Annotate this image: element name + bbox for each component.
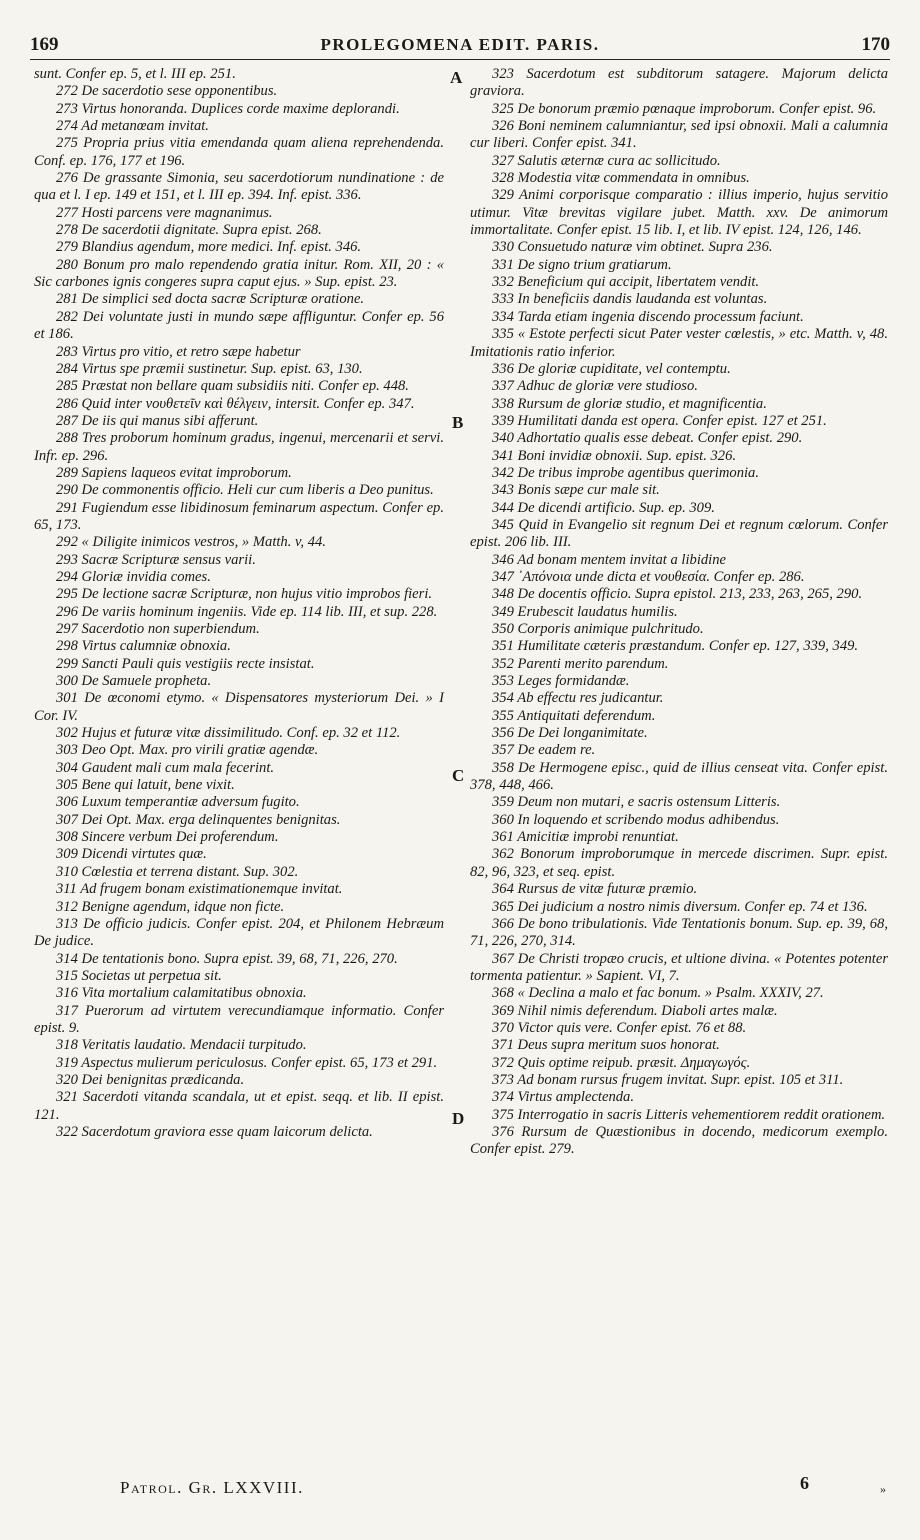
index-entry: 372 Quis optime reipub. præsit. Δημαγωγός. <box>492 1054 751 1071</box>
index-entry: 322 Sacerdotum graviora esse quam laicorum delicta. <box>56 1123 373 1140</box>
footer-mark: » <box>880 1482 886 1496</box>
index-entry: 273 Virtus honoranda. Duplices corde maxime deplorandi. <box>56 100 400 117</box>
index-entry: 358 De Hermogene episc., quid de illius censeat vita. Confer epist. 378, 448, 466. <box>470 759 888 794</box>
index-entry: 307 Dei Opt. Max. erga delinquentes benignitas. <box>56 811 341 828</box>
index-entry: 318 Veritatis laudatio. Mendacii turpitudo. <box>56 1037 307 1054</box>
index-entry: 276 De grassante Simonia, seu sacerdotiorum nundinatione : de qua et l. I ep. 149 et 151, et l. III ep. 394. Inf. epist. 336. <box>34 170 444 204</box>
index-entry: 344 De dicendi artificio. Sup. ep. 309. <box>492 499 715 516</box>
index-entry: 367 De Christi tropæo crucis, et ultione divina. « Potentes potenter tormenta patientur. » Sapient. VI, 7. <box>470 950 888 984</box>
index-entry: 366 De bono tribulationis. Vide Tentationis bonum. Sup. ep. 39, 68, 71, 226, 270, 314. <box>470 915 888 950</box>
index-entry: 369 Nihil nimis deferendum. Diaboli artes malæ. <box>492 1002 778 1019</box>
index-entry: 277 Hosti parcens vere magnanimus. <box>56 204 273 221</box>
index-entry: 376 Rursum de Quæstionibus in docendo, medicorum exemplo. Confer epist. 279. <box>470 1123 888 1158</box>
index-entry: 320 Dei benignitas prædicanda. <box>56 1071 245 1088</box>
index-entry: 350 Corporis animique pulchritudo. <box>492 621 704 637</box>
index-entry: 275 Propria prius vitia emendanda quam aliena reprehendenda. Conf. ep. 176, 177 et 196. <box>34 135 444 169</box>
index-entry: 347 ᾿Απόνοια unde dicta et νουθεσία. Confer ep. 286. <box>492 568 805 585</box>
index-entry: 287 De iis qui manus sibi afferunt. <box>56 412 259 429</box>
index-entry: 348 De docentis officio. Supra epistol. 213, 233, 263, 265, 290. <box>492 586 863 603</box>
left-column <box>34 66 444 1141</box>
index-entry: 303 Deo Opt. Max. pro virili gratiæ agendæ. <box>56 742 319 759</box>
index-entry: 294 Gloriæ invidia comes. <box>56 568 211 585</box>
index-entry: 360 In loquendo et scribendo modus adhibendus. <box>492 811 780 828</box>
index-entry: 317 Puerorum ad virtutem verecundiamque informatio. Confer epist. 9. <box>34 1002 444 1036</box>
index-entry: 329 Animi corporisque comparatio : illius imperio, hujus servitio utimur. Vitæ brevitas vigilare jubet. Matth. xxv. De animorum immortalitate. Confer epist. 15 lib. I, et lib. IV epist. 124, 126, 146. <box>470 187 888 239</box>
running-header <box>30 34 890 60</box>
index-entry: 315 Societas ut perpetua sit. <box>56 967 222 984</box>
index-entry: 314 De tentationis bono. Supra epist. 39, 68, 71, 226, 270. <box>56 950 398 967</box>
right-column <box>470 66 888 1159</box>
index-entry: 354 Ab effectu res judicantur. <box>492 690 664 707</box>
index-entry: 364 Rursus de vitæ futuræ præmio. <box>492 881 698 898</box>
index-entry: 365 Dei judicium a nostro nimis diversum. Confer ep. 74 et 136. <box>492 898 868 915</box>
index-entry: 291 Fugiendum esse libidinosum feminarum aspectum. Confer ep. 65, 173. <box>34 499 444 533</box>
index-entry: 330 Consuetudo naturæ vim obtinet. Supra 236. <box>492 239 773 256</box>
section-marker-d: D <box>452 1109 465 1128</box>
index-entry: 371 Deus supra meritum suos honorat. <box>492 1037 720 1054</box>
footer-signature: 6 <box>800 1473 809 1493</box>
index-entry: 272 De sacerdotio sese opponentibus. <box>56 83 278 100</box>
index-entry: 311 Ad frugem bonam existimationemque invitat. <box>56 881 343 898</box>
index-entry: 339 Humilitati danda est opera. Confer epist. 127 et 251. <box>492 412 827 429</box>
index-entry: 313 De officio judicis. Confer epist. 204, et Philonem Hebræum De judice. <box>34 915 444 950</box>
index-entry: 280 Bonum pro malo rependendo gratia initur. Rom. XII, 20 : « Sic carbones ignis congeres supra caput ejus. » Sup. epist. 23. <box>34 256 444 291</box>
section-marker-b: B <box>452 413 464 432</box>
index-entry: 309 Dicendi virtutes quæ. <box>56 846 207 863</box>
index-entry: 306 Luxum temperantiæ adversum fugito. <box>56 794 300 811</box>
index-entry: 278 De sacerdotii dignitate. Supra epist. 268. <box>56 222 322 239</box>
index-entry: 281 De simplici sed docta sacræ Scripturæ oratione. <box>56 291 365 308</box>
footer-series: Patrol. Gr. LXXVIII. <box>120 1478 304 1497</box>
index-entry: 310 Cœlestia et terrena distant. Sup. 302. <box>56 863 299 880</box>
index-entry: 295 De lectione sacræ Scripturæ, non hujus vitio improbos fieri. <box>56 586 433 603</box>
index-entry: 331 De signo trium gratiarum. <box>492 256 672 273</box>
index-entry: 361 Amicitiæ improbi renuntiat. <box>492 829 679 846</box>
index-entry: 290 De commonentis officio. Heli cur cum liberis a Deo punitus. <box>56 482 434 499</box>
index-entry: 296 De variis hominum ingeniis. Vide ep. 114 lib. III, et sup. 228. <box>56 603 438 620</box>
section-marker-c: C <box>452 766 465 785</box>
index-entry: 279 Blandius agendum, more medici. Inf. epist. 346. <box>56 239 362 256</box>
index-entry: 341 Boni invidiæ obnoxii. Sup. epist. 326. <box>492 447 737 464</box>
index-entry: 327 Salutis æternæ cura ac sollicitudo. <box>492 152 721 169</box>
index-entry: 342 De tribus improbe agentibus querimonia. <box>492 464 759 481</box>
index-entry: 285 Præstat non bellare quam subsidiis niti. Confer ep. 448. <box>56 378 409 395</box>
index-entry: 373 Ad bonam rursus frugem invitat. Supr. epist. 105 et 311. <box>492 1071 844 1088</box>
index-entry: 293 Sacræ Scripturæ sensus varii. <box>56 551 256 568</box>
running-title: PROLEGOMENA EDIT. PARIS. <box>320 35 600 54</box>
index-entry: 323 Sacerdotum est subditorum satagere. Majorum delicta graviora. <box>470 66 888 100</box>
index-entry: 316 Vita mortalium calamitatibus obnoxia. <box>56 985 307 1002</box>
index-entry: 336 De gloriæ cupiditate, vel contemptu. <box>492 360 731 377</box>
index-entry: 302 Hujus et futuræ vitæ dissimilitudo. Conf. ep. 32 et 112. <box>56 725 401 742</box>
index-entry: 299 Sancti Pauli quis vestigiis recte insistat. <box>56 655 315 672</box>
index-entry: 297 Sacerdotio non superbiendum. <box>56 621 260 637</box>
index-entry: 325 De bonorum præmio pœnaque improborum. Confer epist. 96. <box>492 100 877 117</box>
index-entry: 352 Parenti merito parendum. <box>492 655 669 672</box>
index-entry: 298 Virtus calumniæ obnoxia. <box>56 638 231 655</box>
index-entry: 375 Interrogatio in sacris Litteris vehementiorem reddit orationem. <box>492 1106 886 1123</box>
index-entry: 312 Benigne agendum, idque non ficte. <box>56 898 285 915</box>
index-entry: 286 Quid inter νουθετεῖν καὶ θέλγειν, intersit. Confer ep. 347. <box>56 395 415 412</box>
index-entry: 289 Sapiens laqueos evitat improborum. <box>56 464 292 481</box>
page-number-right: 170 <box>861 34 890 55</box>
index-entry: 337 Adhuc de gloriæ vere studioso. <box>492 378 698 395</box>
index-entry: 321 Sacerdoti vitanda scandala, ut et epist. seqq. et lib. II epist. 121. <box>34 1089 444 1123</box>
index-entry: sunt. Confer ep. 5, et l. III ep. 251. <box>34 66 236 82</box>
index-entry: 368 « Declina a malo et fac bonum. » Psalm. XXXIV, 27. <box>492 985 824 1002</box>
index-entry: 338 Rursum de gloriæ studio, et magnificentia. <box>492 395 767 412</box>
index-entry: 326 Boni neminem calumniantur, sed ipsi obnoxii. Mali a calumnia cur liberi. Confer epist. 341. <box>470 118 888 152</box>
index-entry: 335 « Estote perfecti sicut Pater vester cœlestis, » etc. Matth. v, 48. Imitationis ratio inferior. <box>470 326 888 360</box>
index-entry: 282 Dei voluntate justi in mundo sæpe affliguntur. Confer ep. 56 et 186. <box>34 308 444 343</box>
index-entry: 305 Bene qui latuit, bene vixit. <box>56 777 235 794</box>
index-entry: 304 Gaudent mali cum mala fecerint. <box>56 759 275 776</box>
index-entry: 333 In beneficiis dandis laudanda est voluntas. <box>492 291 768 308</box>
index-entry: 374 Virtus amplectenda. <box>492 1089 634 1106</box>
index-entry: 355 Antiquitati deferendum. <box>492 707 656 724</box>
index-entry: 300 De Samuele propheta. <box>56 673 212 690</box>
index-entry: 332 Beneficium qui accipit, libertatem vendit. <box>492 274 760 291</box>
index-entry: 334 Tarda etiam ingenia discendo processum faciunt. <box>492 308 804 325</box>
index-entry: 356 De Dei longanimitate. <box>492 725 648 742</box>
index-entry: 308 Sincere verbum Dei proferendum. <box>56 829 279 846</box>
index-entry: 345 Quid in Evangelio sit regnum Dei et regnum cœlorum. Confer epist. 206 lib. III. <box>470 516 888 551</box>
index-entry: 340 Adhortatio qualis esse debeat. Confer epist. 290. <box>492 430 803 447</box>
index-entry: 359 Deum non mutari, e sacris ostensum Litteris. <box>492 794 781 811</box>
index-entry: 346 Ad bonam mentem invitat a libidine <box>492 551 727 568</box>
index-entry: 284 Virtus spe præmii sustinetur. Sup. epist. 63, 130. <box>56 360 363 377</box>
index-entry: 319 Aspectus mulierum periculosus. Confer epist. 65, 173 et 291. <box>56 1054 438 1071</box>
index-entry: 351 Humilitate cæteris præstandum. Confer ep. 127, 339, 349. <box>492 638 859 655</box>
index-entry: 292 « Diligite inimicos vestros, » Matth. v, 44. <box>56 534 326 551</box>
index-entry: 274 Ad metanœam invitat. <box>56 118 209 135</box>
index-entry: 349 Erubescit laudatus humilis. <box>492 603 678 620</box>
page-number-left: 169 <box>30 34 59 55</box>
index-entry: 357 De eadem re. <box>492 742 596 759</box>
index-entry: 301 De œconomi etymo. « Dispensatores mysteriorum Dei. » I Cor. IV. <box>34 690 444 724</box>
index-entry: 370 Victor quis vere. Confer epist. 76 et 88. <box>492 1019 747 1036</box>
index-entry: 343 Bonis sæpe cur male sit. <box>492 482 660 499</box>
index-entry: 328 Modestia vitæ commendata in omnibus. <box>492 170 750 187</box>
section-marker-a: A <box>450 68 463 87</box>
index-entry: 288 Tres proborum hominum gradus, ingenui, mercenarii et servi. Infr. ep. 296. <box>34 430 444 464</box>
index-entry: 362 Bonorum improborumque in mercede discrimen. Supr. epist. 82, 96, 323, et seq. epist. <box>470 846 888 880</box>
index-entry: 283 Virtus pro vitio, et retro sæpe habetur <box>56 343 301 360</box>
index-entry: 353 Leges formidandæ. <box>492 673 630 690</box>
